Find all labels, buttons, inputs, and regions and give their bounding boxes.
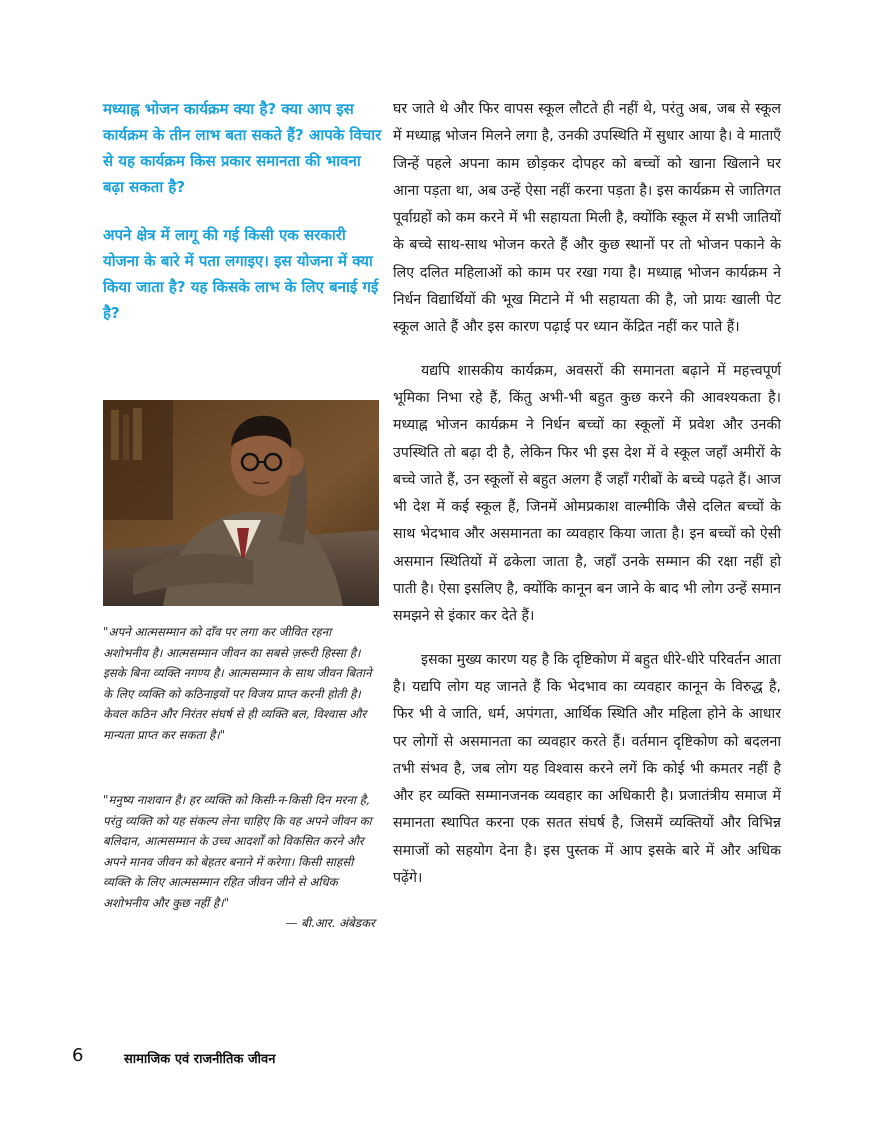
sidebar-questions [103,96,383,348]
main-body-text [393,96,781,908]
quote-text: "अपने आत्मसम्मान को दाँव पर लगा कर जीवित रहना अशोभनीय है। आत्मसम्मान जीवन का सबसे ज़रूरी हिस्सा है। इसके बिना व्यक्ति नगण्य है। आत्मसम्मान के साथ जीवन बिताने के लिए व्यक्ति को कठिनाइयों पर विजय प्राप्त करनी होती है। केवल कठिन और निरंतर संघर्ष से ही व्यक्ति बल, विश्वास और मान्यता प्राप्त कर सकता है।" [103,625,372,742]
question-midday-meal: मध्याह्न भोजन कार्यक्रम क्या है? क्या आप इस कार्यक्रम के तीन लाभ बता सकते हैं? आपके विचार से यह कार्यक्रम किस प्रकार समानता की भावना बढ़ा सकता है? [103,100,382,196]
quote-self-respect [103,622,375,745]
paragraph-3: इसका मुख्य कारण यह है कि दृष्टिकोण में बहुत धीरे-धीरे परिवर्तन आता है। यद्यपि लोग यह जानते हैं कि भेदभाव का व्यवहार कानून के विरुद्ध है, फिर भी वे जाति, धर्म, अपंगता, आर्थिक स्थिति और महिला होने के आधार पर लोगों से असमानता का व्यवहार करते हैं। वर्तमान दृष्टिकोण को बदलना तभी संभव है, जब लोग यह विश्वास करने लगें कि कोई भी कमतर नहीं है और हर व्यक्ति सम्मानजनक व्यवहार का अधिकारी है। प्रजातंत्रीय समाज में समानता स्थापित करना एक सतत संघर्ष है, जिसमें व्यक्तियों और विभिन्न समाजों को सहयोग देना है। इस पुस्तक में आप इसके बारे में और अधिक पढ़ेंगे। [393,651,781,887]
book-title: सामाजिक एवं राजनीतिक जीवन [124,1052,276,1067]
question-government-scheme: अपने क्षेत्र में लागू की गई किसी एक सरकारी योजना के बारे में पता लगाइए। इस योजना में क्या किया जाता है? यह किसके लाभ के लिए बनाई गई है? [103,226,379,322]
paragraph-2: यद्यपि शासकीय कार्यक्रम, अवसरों की समानता बढ़ाने में महत्त्वपूर्ण भूमिका निभा रहे हैं, किंतु अभी-भी बहुत कुछ करने की आवश्यकता है। मध्याह्न भोजन कार्यक्रम ने निर्धन बच्चों का स्कूलों में प्रवेश और उनकी उपस्थिति तो बढ़ा दी है, लेकिन फिर भी इस देश में वे स्कूल जहाँ अमीरों के बच्चे जाते हैं, उन स्कूलों से बहुत अलग हैं जहाँ गरीबों के बच्चे पढ़ते हैं। आज भी देश में कई स्कूल हैं, जिनमें ओमप्रकाश वाल्मीकि जैसे दलित बच्चों के साथ भेदभाव और असमानता का व्यवहार किया जाता है। इन बच्चों को ऐसी असमान स्थितियों में ढकेला जाता है, जहाँ उनके सम्मान की रक्षा नहीं हो पाती है। ऐसा इसलिए है, क्योंकि कानून बन जाने के बाद भी लोग उन्हें समान समझने से इंकार कर देते हैं। [393,362,781,625]
quote-attribution: — बी.आर. अंबेडकर [285,916,375,930]
ambedkar-portrait [103,400,379,606]
quote-mortality [103,790,375,934]
page-number: 6 [72,1045,84,1066]
paragraph-1: घर जाते थे और फिर वापस स्कूल लौटते ही नहीं थे, परंतु अब, जब से स्कूल में मध्याह्न भोजन मिलने लगा है, उनकी उपस्थिति में सुधार आया है। वे माताएँ जिन्हें पहले अपना काम छोड़कर दोपहर को बच्चों को खाना खिलाने घर आना पड़ता था, अब उन्हें ऐसा नहीं करना पड़ता है। इस कार्यक्रम से जातिगत पूर्वाग्रहों को कम करने में भी सहायता मिली है, क्योंकि स्कूल में सभी जातियों के बच्चे साथ-साथ भोजन करते हैं और कुछ स्थानों पर तो भोजन पकाने के लिए दलित महिलाओं को काम पर रखा गया है। मध्याह्न भोजन कार्यक्रम ने निर्धन विद्यार्थियों की भूख मिटाने में भी सहायता की है, जो प्रायः खाली पेट स्कूल आते हैं और इस कारण पढ़ाई पर ध्यान केंद्रित नहीं कर पाते हैं। [393,101,781,336]
quote-text: "मनुष्य नाशवान है। हर व्यक्ति को किसी-न-किसी दिन मरना है, परंतु व्यक्ति को यह संकल्प लेना चाहिए कि वह अपने जीवन का बलिदान, आत्मसम्मान के उच्च आदर्शों को विकसित करने और अपने मानव जीवन को बेहतर बनाने में करेगा। किसी साहसी व्यक्ति के लिए आत्मसम्मान रहित जीवन जीने से अधिक अशोभनीय और कुछ नहीं है।" [103,793,372,910]
